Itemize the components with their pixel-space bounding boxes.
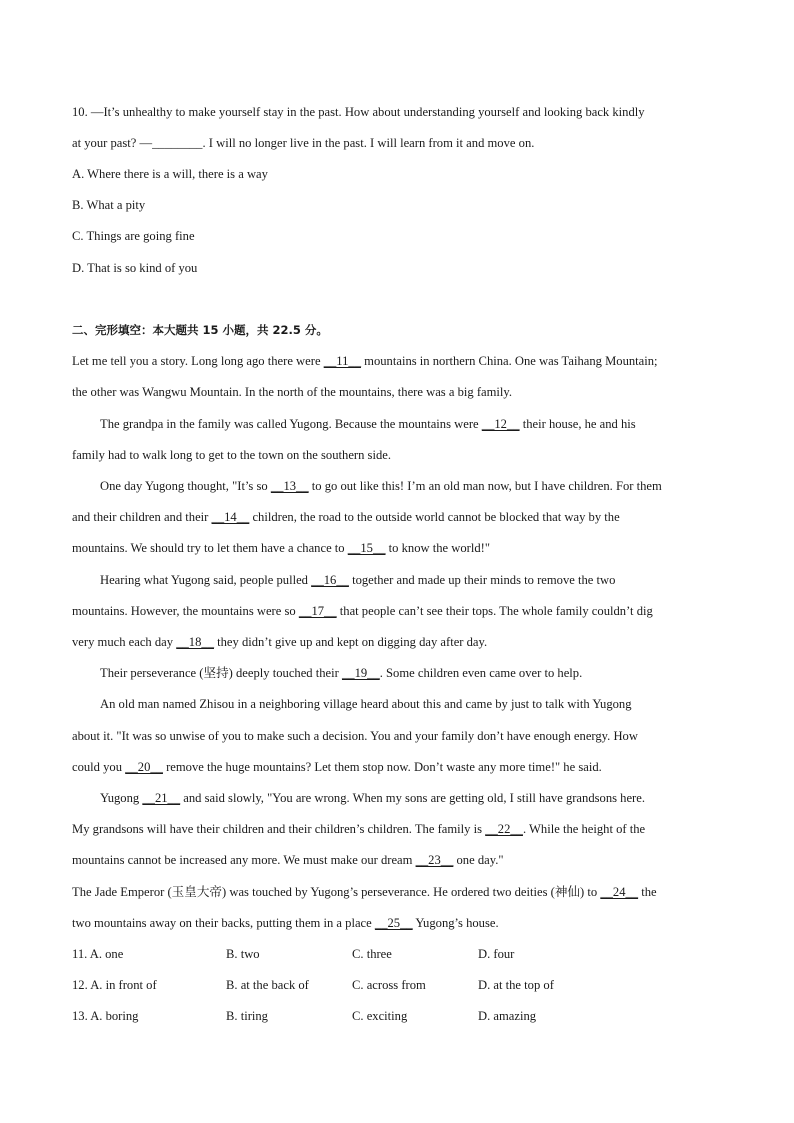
blank-25: __25__ <box>374 916 413 930</box>
passage-line: mountains. However, the mountains were so __17__ that people can’t see their tops. The whole family couldn’t dig <box>72 604 653 618</box>
passage-line: The Jade Emperor (玉皇大帝) was touched by Yugong’s perseverance. He ordered two deities (神仙) to __24__ the <box>72 885 657 899</box>
passage-line: Hearing what Yugong said, people pulled __16__ together and made up their minds to remove the two <box>100 573 616 587</box>
passage-line: and their children and their __14__ children, the road to the outside world cannot be blocked that way by the <box>72 510 620 524</box>
blank-19: __19__ <box>341 666 380 680</box>
passage-line: Their perseverance (坚持) deeply touched their __19__. Some children even came over to help. <box>100 666 583 680</box>
blank-22: __22__ <box>485 822 523 836</box>
choice-12-b: B. at the back of <box>226 978 309 992</box>
choice-11-a: 11. A. one <box>72 947 124 961</box>
passage-line: mountains cannot be increased any more. We must make our dream __23__ one day." <box>72 853 504 867</box>
choice-13-c: C. exciting <box>352 1009 408 1023</box>
q10-stem-pre: at your past? — <box>72 136 153 150</box>
choice-12-c: C. across from <box>352 978 426 992</box>
choice-13-d: D. amazing <box>478 1009 537 1023</box>
passage-line: The grandpa in the family was called Yugong. Because the mountains were __12__ their house, he and his <box>100 417 636 431</box>
q10-stem-line1: 10. —It’s unhealthy to make yourself stay in the past. How about understanding yourself and looking back kindly <box>72 105 645 119</box>
q10-option-b: B. What a pity <box>72 198 146 212</box>
passage-line: Let me tell you a story. Long long ago there were __11__ mountains in northern China. One was Taihang Mountain; <box>72 354 658 368</box>
q10-stem-line2 <box>72 135 534 151</box>
choice-11-b: B. two <box>226 947 260 961</box>
passage-line: Yugong __21__ and said slowly, "You are wrong. When my sons are getting old, I still have grandsons here. <box>100 791 645 805</box>
passage-line: family had to walk long to get to the town on the southern side. <box>72 448 391 462</box>
blank-18: __18__ <box>176 635 214 649</box>
choice-13-b: B. tiring <box>226 1009 268 1023</box>
q10-stem-post: . I will no longer live in the past. I will learn from it and move on. <box>202 136 535 150</box>
q10-option-c: C. Things are going fine <box>72 229 195 243</box>
passage-line: very much each day __18__ they didn’t give up and kept on digging day after day. <box>72 635 488 649</box>
choice-13-a: 13. A. boring <box>72 1009 139 1023</box>
q10-option-d: D. That is so kind of you <box>72 261 198 275</box>
choice-11-c: C. three <box>352 947 392 961</box>
choice-12-a: 12. A. in front of <box>72 978 157 992</box>
blank-12: __12__ <box>481 417 520 431</box>
q10-option-a: A. Where there is a will, there is a way <box>72 167 268 181</box>
passage-line: the other was Wangwu Mountain. In the north of the mountains, there was a big family. <box>72 385 513 399</box>
passage-line: could you __20__ remove the huge mountains? Let them stop now. Don’t waste any more time!" he said. <box>72 760 602 774</box>
passage-line: One day Yugong thought, "It’s so __13__ to go out like this! I’m an old man now, but I have children. For them <box>100 479 662 493</box>
blank-24: __24__ <box>600 885 639 899</box>
blank-13: __13__ <box>270 479 309 493</box>
passage-line: My grandsons will have their children and their children’s children. The family is __22__. While the height of the <box>72 822 646 836</box>
blank-23: __23__ <box>415 853 454 867</box>
blank-11: __11__ <box>323 354 362 368</box>
section-heading: 二、完形填空：本大题共 15 小题，共 22.5 分。 <box>72 323 328 337</box>
blank-15: __15__ <box>347 541 386 555</box>
blank-14: __14__ <box>211 510 250 524</box>
blank-17: __17__ <box>298 604 337 618</box>
passage-line: mountains. We should try to let them have a chance to __15__ to know the world!" <box>72 541 491 555</box>
blank-20: __20__ <box>125 760 163 774</box>
blank-21: __21__ <box>142 791 181 805</box>
q10-blank: ________ <box>152 136 203 150</box>
choice-11-d: D. four <box>478 947 515 961</box>
choice-12-d: D. at the top of <box>478 978 554 992</box>
passage-line: about it. "It was so unwise of you to make such a decision. You and your family don’t have enough energy. How <box>72 729 638 743</box>
blank-16: __16__ <box>311 573 349 587</box>
passage-line: An old man named Zhisou in a neighboring village heard about this and came by just to talk with Yugong <box>100 697 632 711</box>
passage-line: two mountains away on their backs, putting them in a place __25__ Yugong’s house. <box>72 916 499 930</box>
